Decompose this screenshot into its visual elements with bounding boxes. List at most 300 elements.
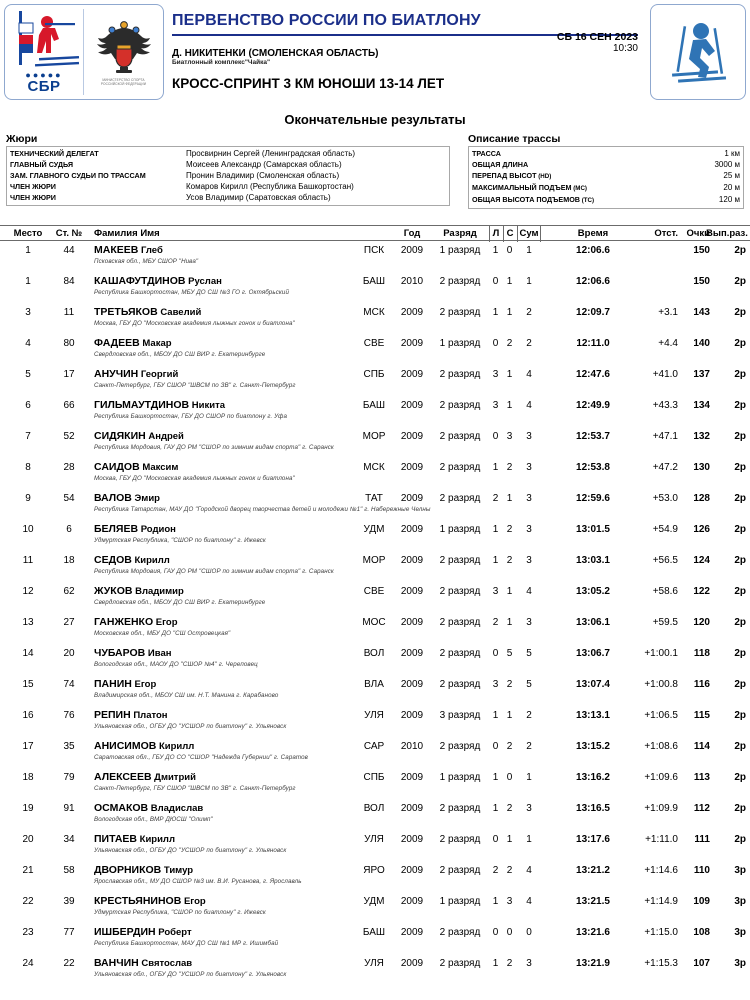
athlete-rank: 2 разряд: [439, 431, 481, 442]
athlete-club: Саратовская обл., ГБУ ДО СО "СШОР "Надежда Губернии" г. Саратов: [94, 754, 308, 761]
athlete-surname: САИДОВ: [94, 461, 140, 473]
athlete-total-misses: 3: [526, 555, 532, 566]
table-row[interactable]: [0, 613, 750, 644]
column-header-prone: Л: [489, 226, 502, 242]
athlete-total-misses: 4: [526, 400, 532, 411]
athlete-total-misses: 0: [526, 927, 532, 938]
athlete-givenname: Владимир: [132, 586, 184, 597]
document-header: [0, 0, 750, 104]
athlete-standing-misses: 3: [506, 896, 513, 907]
athlete-rank: 2 разряд: [439, 958, 481, 969]
athlete-behind: +47.1: [652, 431, 678, 442]
athlete-bib: 62: [63, 586, 75, 597]
athlete-total-misses: 1: [526, 245, 532, 256]
athlete-club: Ульяновская обл., ОГБУ ДО "УСШОР по биатлону" г. Ульяновск: [94, 847, 287, 854]
athlete-name: [94, 430, 354, 443]
athlete-givenname: Дмитрий: [151, 772, 196, 783]
athlete-time: 12:59.6: [576, 493, 610, 504]
athlete-name: [94, 492, 354, 505]
athlete-total-misses: 3: [526, 462, 532, 473]
athlete-time: 13:03.1: [576, 555, 610, 566]
federation-logo-box: [4, 4, 164, 100]
athlete-name: [94, 771, 354, 784]
athlete-rank: 2 разряд: [439, 648, 481, 659]
athlete-standing-misses: 0: [506, 927, 513, 938]
course-row: [472, 182, 740, 194]
athlete-givenname: Георгий: [138, 369, 179, 380]
athlete-name: [94, 709, 354, 722]
athlete-standing-misses: 2: [506, 462, 513, 473]
athlete-club: Удмуртская Республика, "СШОР по биатлону" г. Ижевск: [94, 537, 266, 544]
table-row[interactable]: [0, 644, 750, 675]
athlete-prone-misses: 2: [492, 617, 499, 628]
athlete-givenname: Максим: [139, 462, 179, 473]
athlete-total-misses: 3: [526, 958, 532, 969]
jury-role: ТЕХНИЧЕСКИЙ ДЕЛЕГАТ: [10, 149, 99, 158]
athlete-birthyear: 2009: [400, 896, 424, 907]
athlete-region: СПБ: [363, 369, 385, 380]
athlete-surname: ДВОРНИКОВ: [94, 864, 162, 876]
course-row: [472, 159, 740, 170]
course-row: [472, 170, 740, 182]
athlete-category: 2р: [734, 462, 746, 473]
athlete-rank: 1 разряд: [439, 524, 481, 535]
sbr-logo: [5, 5, 83, 99]
athlete-givenname: Кирилл: [131, 555, 170, 566]
athlete-name: [94, 926, 354, 939]
athlete-time: 12:09.7: [576, 307, 610, 318]
column-header-category: Вып.раз.: [706, 228, 748, 239]
athlete-givenname: Егор: [181, 896, 206, 907]
jury-person: Просвирнин Сергей (Ленинградская область): [186, 149, 356, 158]
column-header-time: Время: [577, 228, 609, 239]
athlete-region: УЛЯ: [364, 958, 384, 969]
athlete-givenname: Никита: [189, 400, 226, 411]
athlete-givenname: Владислав: [148, 803, 204, 814]
athlete-standing-misses: 2: [506, 679, 513, 690]
athlete-name: [94, 244, 354, 257]
athlete-prone-misses: 1: [492, 462, 499, 473]
athlete-bib: 28: [63, 462, 75, 473]
table-row[interactable]: [0, 737, 750, 768]
athlete-standing-misses: 2: [506, 958, 513, 969]
athlete-bib: 80: [63, 338, 75, 349]
athlete-place: 18: [22, 772, 34, 783]
athlete-prone-misses: 3: [492, 369, 499, 380]
athlete-time: 12:53.8: [576, 462, 610, 473]
course-value: 1 км: [724, 149, 740, 158]
athlete-time: 13:07.4: [576, 679, 610, 690]
athlete-behind: +47.2: [652, 462, 678, 473]
table-row[interactable]: [0, 241, 750, 272]
column-header-bib: Ст. №: [55, 228, 83, 239]
athlete-club: Москва, ГБУ ДО "Московская академия лыжных гонок и биатлона": [94, 320, 295, 327]
table-row[interactable]: [0, 489, 750, 520]
athlete-behind: +1:00.1: [644, 648, 678, 659]
athlete-name: [94, 678, 354, 691]
athlete-rank: 1 разряд: [439, 338, 481, 349]
athlete-givenname: Роберт: [155, 927, 192, 938]
jury-person: Комаров Кирилл (Республика Башкортостан): [186, 182, 354, 191]
athlete-total-misses: 1: [526, 834, 532, 845]
athlete-birthyear: 2009: [400, 710, 424, 721]
athlete-club: Республика Башкортостан, МАУ ДО СШ №1 МР г. Ишимбай: [94, 940, 279, 947]
athlete-givenname: Егор: [153, 617, 178, 628]
jury-role: ЗАМ. ГЛАВНОГО СУДЬИ ПО ТРАССАМ: [10, 171, 146, 180]
athlete-rank: 2 разряд: [439, 865, 481, 876]
athlete-total-misses: 3: [526, 431, 532, 442]
athlete-region: БАШ: [362, 276, 386, 287]
athlete-club: Санкт-Петербург, ГБУ СШОР "ШВСМ по ЗВ" г. Санкт-Петербург: [94, 785, 296, 792]
athlete-name: [94, 523, 354, 536]
athlete-points: 130: [693, 462, 710, 473]
athlete-givenname: Егор: [131, 679, 157, 690]
athlete-total-misses: 1: [526, 276, 532, 287]
table-row[interactable]: [0, 954, 750, 985]
athlete-birthyear: 2009: [400, 958, 424, 969]
athlete-name: [94, 368, 354, 381]
athlete-name: [94, 647, 354, 660]
athlete-place: 7: [25, 431, 31, 442]
athlete-behind: +1:14.9: [644, 896, 678, 907]
athlete-place: 17: [22, 741, 34, 752]
athlete-total-misses: 2: [526, 307, 532, 318]
athlete-standing-misses: 2: [506, 338, 513, 349]
athlete-place: 6: [25, 400, 31, 411]
jury-panel-title: Жюри: [6, 133, 38, 145]
athlete-bib: 76: [63, 710, 75, 721]
athlete-place: 9: [25, 493, 31, 504]
table-row[interactable]: [0, 303, 750, 334]
athlete-prone-misses: 1: [492, 958, 499, 969]
athlete-behind: +59.5: [652, 617, 678, 628]
athlete-birthyear: 2009: [400, 524, 424, 535]
athlete-name: [94, 554, 354, 567]
athlete-standing-misses: 1: [506, 276, 513, 287]
table-row[interactable]: [0, 799, 750, 830]
athlete-points: 128: [693, 493, 710, 504]
athlete-club: Республика Татарстан, МАУ ДО "Городской дворец творчества детей и молодежи №1" г. Набережные Челны: [94, 506, 431, 513]
athlete-birthyear: 2009: [400, 679, 424, 690]
athlete-birthyear: 2009: [400, 338, 424, 349]
athlete-standing-misses: 2: [506, 555, 513, 566]
athlete-prone-misses: 1: [492, 245, 499, 256]
athlete-givenname: Родион: [138, 524, 176, 535]
athlete-time: 13:06.7: [576, 648, 610, 659]
athlete-birthyear: 2010: [400, 276, 424, 287]
course-key-label: ОБЩАЯ ВЫСОТА ПОДЪЕМОВ: [472, 195, 580, 204]
athlete-category: 3р: [734, 896, 746, 907]
athlete-bib: 39: [63, 896, 75, 907]
jury-role: ГЛАВНЫЙ СУДЬЯ: [10, 160, 74, 169]
athlete-category: 3р: [734, 958, 746, 969]
athlete-surname: ГАНЖЕНКО: [94, 616, 154, 628]
column-header-standing: С: [503, 226, 516, 242]
table-row[interactable]: [0, 365, 750, 396]
athlete-club: Вологодская обл., МАОУ ДО "СШОР №4" г. Череповец: [94, 661, 258, 668]
athlete-surname: ИШБЕРДИН: [94, 926, 156, 938]
athlete-points: 115: [693, 710, 710, 721]
athlete-time: 13:06.1: [576, 617, 610, 628]
table-row[interactable]: [0, 427, 750, 458]
athlete-time: 13:21.9: [576, 958, 610, 969]
athlete-surname: МАКЕЕВ: [94, 244, 139, 256]
athlete-points: 122: [693, 586, 710, 597]
table-header-row: [0, 225, 750, 241]
athlete-behind: +1:00.8: [644, 679, 678, 690]
table-row[interactable]: [0, 458, 750, 489]
athlete-behind: +1:08.6: [644, 741, 678, 752]
athlete-points: 150: [693, 245, 710, 256]
column-header-behind: Отст.: [654, 228, 678, 239]
athlete-behind: +3.1: [658, 307, 678, 318]
athlete-place: 1: [25, 276, 31, 287]
results-subtitle: Окончательные результаты: [284, 112, 466, 127]
athlete-name: [94, 585, 354, 598]
athlete-rank: 2 разряд: [439, 927, 481, 938]
race-name: КРОСС-СПРИНТ 3 КМ ЮНОШИ 13-14 ЛЕТ: [172, 76, 445, 91]
table-row[interactable]: [0, 334, 750, 365]
table-row[interactable]: [0, 768, 750, 799]
athlete-prone-misses: 0: [492, 741, 499, 752]
athlete-region: МОР: [362, 555, 386, 566]
athlete-givenname: Савелий: [157, 307, 202, 318]
athlete-rank: 2 разряд: [439, 307, 481, 318]
athlete-rank: 2 разряд: [439, 493, 481, 504]
athlete-behind: +1:11.0: [645, 834, 678, 845]
athlete-time: 12:11.0: [576, 338, 610, 349]
course-value: 25 м: [723, 171, 740, 180]
athlete-bib: 20: [63, 648, 75, 659]
athlete-standing-misses: 0: [506, 245, 513, 256]
athlete-region: СВЕ: [363, 586, 385, 597]
athlete-club: Москва, ГБУ ДО "Московская академия лыжных гонок и биатлона": [94, 475, 295, 482]
athlete-total-misses: 2: [526, 338, 532, 349]
athlete-region: ВОЛ: [363, 803, 385, 814]
athlete-place: 12: [22, 586, 34, 597]
athlete-surname: ГИЛЬМАУТДИНОВ: [94, 399, 190, 411]
course-key: [472, 159, 714, 170]
athlete-birthyear: 2009: [400, 617, 424, 628]
athlete-givenname: Тимур: [161, 865, 194, 876]
athlete-prone-misses: 1: [492, 524, 499, 535]
athlete-behind: +54.9: [652, 524, 678, 535]
table-row[interactable]: [0, 582, 750, 613]
jury-person: Моисеев Александр (Самарская область): [186, 160, 342, 169]
athlete-region: УЛЯ: [364, 834, 384, 845]
athlete-surname: АНУЧИН: [94, 368, 139, 380]
athlete-surname: ФАДЕЕВ: [94, 337, 140, 349]
table-row[interactable]: [0, 892, 750, 923]
athlete-prone-misses: 1: [492, 772, 499, 783]
athlete-region: МОС: [362, 617, 386, 628]
athlete-behind: +56.5: [652, 555, 678, 566]
athlete-prone-misses: 0: [492, 927, 499, 938]
athlete-birthyear: 2009: [400, 772, 424, 783]
athlete-points: 112: [693, 803, 710, 814]
column-header-name: Фамилия Имя: [94, 228, 160, 239]
athlete-name: [94, 616, 354, 629]
athlete-points: 107: [693, 958, 710, 969]
athlete-givenname: Андрей: [145, 431, 184, 442]
column-header-points: Очки: [686, 228, 710, 239]
athlete-prone-misses: 3: [492, 400, 499, 411]
athlete-time: 13:16.2: [576, 772, 610, 783]
athlete-rank: 2 разряд: [439, 462, 481, 473]
athlete-bib: 91: [63, 803, 75, 814]
table-row[interactable]: [0, 675, 750, 706]
athlete-category: 2р: [734, 772, 746, 783]
athlete-bib: 35: [63, 741, 75, 752]
athlete-region: УДМ: [363, 524, 385, 535]
athlete-rank: 2 разряд: [439, 586, 481, 597]
athlete-points: 143: [693, 307, 710, 318]
athlete-behind: +1:14.6: [644, 865, 678, 876]
table-row[interactable]: [0, 520, 750, 551]
course-key-label: ОБЩАЯ ДЛИНА: [472, 160, 529, 169]
table-row[interactable]: [0, 706, 750, 737]
jury-role: ЧЛЕН ЖЮРИ: [10, 193, 56, 202]
athlete-bib: 66: [63, 400, 75, 411]
athlete-standing-misses: 2: [506, 524, 513, 535]
athlete-total-misses: 4: [526, 865, 532, 876]
athlete-rank: 2 разряд: [439, 834, 481, 845]
athlete-club: Вологодская обл., ВМР ДЮСШ "Олимп": [94, 816, 213, 823]
athlete-bib: 11: [63, 307, 75, 318]
athlete-category: 2р: [734, 431, 746, 442]
jury-list: [6, 146, 450, 206]
athlete-prone-misses: 1: [492, 803, 499, 814]
athlete-total-misses: 5: [526, 679, 532, 690]
athlete-name: [94, 833, 354, 846]
athlete-total-misses: 5: [526, 648, 532, 659]
column-header-year: Год: [403, 228, 421, 239]
jury-row: [10, 181, 446, 192]
athlete-bib: 27: [63, 617, 75, 628]
ministry-logo: [84, 5, 163, 99]
athlete-place: 14: [22, 648, 34, 659]
athlete-region: МСК: [363, 307, 385, 318]
sbr-logo-text: СБР: [27, 78, 61, 95]
course-key-abbrev: (HD): [536, 173, 552, 180]
athlete-rank: 2 разряд: [439, 617, 481, 628]
athlete-surname: КРЕСТЬЯНИНОВ: [94, 895, 182, 907]
ministry-caption-line2: РОССИЙСКОЙ ФЕДЕРАЦИИ: [100, 82, 147, 86]
course-key: [472, 194, 719, 206]
table-row[interactable]: [0, 396, 750, 427]
venue-subtitle: Биатлонный комплекс"Чайка": [172, 59, 271, 66]
athlete-place: 1: [25, 245, 31, 256]
athlete-bib: 77: [63, 927, 75, 938]
athlete-club: Республика Мордовия, ГАУ ДО РМ "СШОР по зимним видам спорта" г. Саранск: [94, 568, 334, 575]
athlete-category: 2р: [734, 834, 746, 845]
athlete-standing-misses: 1: [506, 369, 513, 380]
athlete-bib: 44: [63, 245, 75, 256]
athlete-prone-misses: 1: [492, 555, 499, 566]
table-row[interactable]: [0, 551, 750, 582]
athlete-category: 2р: [734, 338, 746, 349]
course-panel-title: Описание трассы: [468, 133, 561, 145]
athlete-club: Республика Башкортостан, ГБУ ДО СШОР по биатлону г. Уфа: [94, 413, 287, 420]
athlete-club: Московская обл., МБУ ДО "СШ Островецкая": [94, 630, 231, 637]
athlete-place: 8: [25, 462, 31, 473]
athlete-club: Удмуртская Республика, "СШОР по биатлону" г. Ижевск: [94, 909, 266, 916]
athlete-behind: +1:15.0: [644, 927, 678, 938]
athlete-prone-misses: 2: [492, 865, 499, 876]
athlete-prone-misses: 1: [492, 307, 499, 318]
athlete-bib: 17: [63, 369, 75, 380]
athlete-points: 108: [693, 927, 710, 938]
athlete-rank: 2 разряд: [439, 555, 481, 566]
jury-person: Усов Владимир (Саратовская область): [186, 193, 331, 202]
athlete-standing-misses: 1: [506, 400, 513, 411]
athlete-birthyear: 2009: [400, 865, 424, 876]
athlete-bib: 54: [63, 493, 75, 504]
athlete-category: 2р: [734, 400, 746, 411]
athlete-club: Ярославская обл., МУ ДО СШОР №3 им. В.И. Русанова, г. Ярославль: [94, 878, 302, 885]
athlete-region: СПБ: [363, 772, 385, 783]
athlete-points: 116: [693, 679, 710, 690]
athlete-rank: 2 разряд: [439, 803, 481, 814]
table-row[interactable]: [0, 272, 750, 303]
athlete-rank: 2 разряд: [439, 276, 481, 287]
athlete-club: Ульяновская обл., ОГБУ ДО "УСШОР по биатлону" г. Ульяновск: [94, 971, 287, 978]
athlete-total-misses: 3: [526, 803, 532, 814]
table-row[interactable]: [0, 861, 750, 892]
athlete-birthyear: 2009: [400, 369, 424, 380]
athlete-region: ПСК: [363, 245, 385, 256]
athlete-birthyear: 2009: [400, 648, 424, 659]
athlete-givenname: Кирилл: [137, 834, 176, 845]
athlete-standing-misses: 5: [506, 648, 513, 659]
athlete-bib: 84: [63, 276, 75, 287]
column-header-sum: Сум: [517, 226, 541, 242]
athlete-points: 111: [694, 834, 710, 845]
russian-coat-of-arms-icon: [95, 18, 153, 76]
athlete-time: 13:21.6: [576, 927, 610, 938]
athlete-name: [94, 864, 354, 877]
jury-row: [10, 192, 446, 203]
athlete-rank: 2 разряд: [439, 369, 481, 380]
athlete-surname: ЧУБАРОВ: [94, 647, 146, 659]
athlete-behind: +43.3: [652, 400, 678, 411]
athlete-birthyear: 2009: [400, 927, 424, 938]
athlete-time: 13:16.5: [576, 803, 610, 814]
jury-person: Пронин Владимир (Смоленская область): [186, 171, 340, 180]
athlete-birthyear: 2009: [400, 431, 424, 442]
athlete-birthyear: 2009: [400, 493, 424, 504]
athlete-behind: +1:09.9: [644, 803, 678, 814]
athlete-surname: ОСМАКОВ: [94, 802, 149, 814]
athlete-points: 150: [693, 276, 710, 287]
athlete-standing-misses: 1: [506, 493, 513, 504]
athlete-prone-misses: 0: [492, 431, 499, 442]
athlete-rank: 1 разряд: [439, 896, 481, 907]
athlete-category: 2р: [734, 307, 746, 318]
athlete-behind: +1:15.3: [644, 958, 678, 969]
course-value: 20 м: [723, 183, 740, 192]
athlete-points: 109: [693, 896, 710, 907]
athlete-birthyear: 2009: [400, 555, 424, 566]
athlete-club: Ульяновская обл., ОГБУ ДО "УСШОР по биатлону" г. Ульяновск: [94, 723, 287, 730]
athlete-region: САР: [363, 741, 385, 752]
athlete-region: ЯРО: [363, 865, 385, 876]
athlete-region: ТАТ: [365, 493, 383, 504]
table-row[interactable]: [0, 830, 750, 861]
athlete-surname: АЛЕКСЕЕВ: [94, 771, 152, 783]
table-row[interactable]: [0, 923, 750, 954]
table-body: [0, 241, 750, 985]
